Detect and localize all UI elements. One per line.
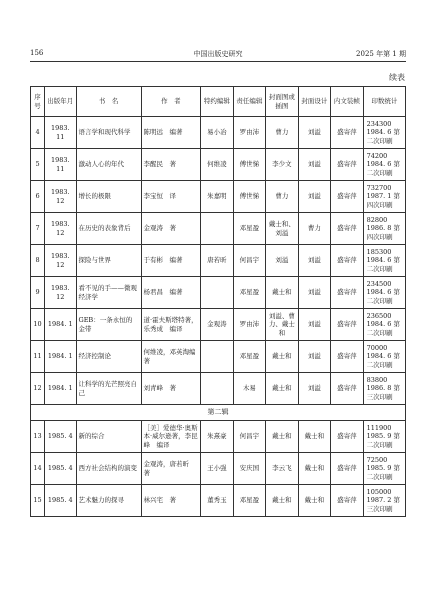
cell-special-editor: 何维凌	[201, 149, 234, 181]
cell-cover-illustration: 李云飞	[266, 453, 299, 485]
cell-print-run: 74200 1984. 6 第二次印刷	[363, 149, 405, 181]
cell-special-editor: 王小强	[201, 453, 234, 485]
cell-no: 11	[31, 341, 45, 373]
page-number: 156	[30, 49, 44, 57]
cell-layout: 盛寄萍	[331, 341, 364, 373]
cell-cover-design: 戴士和	[298, 453, 331, 485]
cell-cover-illustration: 刘溢、曹力、戴士和	[266, 309, 299, 341]
cell-responsible-editor: 傅世悌	[233, 181, 266, 213]
table-row	[31, 485, 406, 517]
cell-title: 激动人心的年代	[76, 149, 141, 181]
column-header: 内文装帧	[331, 87, 364, 117]
cell-title: 新的综合	[76, 421, 141, 453]
cell-layout: 盛寄萍	[331, 453, 364, 485]
cell-cover-design: 戴士和	[298, 421, 331, 453]
cell-cover-design: 刘溢	[298, 149, 331, 181]
cell-no: 6	[31, 181, 45, 213]
cell-responsible-editor: 何昌宇	[233, 421, 266, 453]
column-header: 出版年月	[45, 87, 76, 117]
table-row	[31, 421, 406, 453]
cell-author: 陈明远 编著	[141, 117, 201, 149]
page-header	[30, 47, 406, 61]
table-row	[31, 181, 406, 213]
cell-special-editor	[201, 277, 234, 309]
cell-cover-illustration: 曹力	[266, 117, 299, 149]
cell-layout: 盛寄萍	[331, 421, 364, 453]
cell-date: 1983. 11	[45, 117, 76, 149]
cell-cover-design: 曹力	[298, 213, 331, 245]
cell-date: 1983. 12	[45, 213, 76, 245]
cell-date: 1983. 12	[45, 277, 76, 309]
cell-cover-illustration: 戴士和	[266, 341, 299, 373]
continued-label: 续表	[389, 73, 405, 82]
cell-no: 12	[31, 373, 45, 405]
cell-title: GEB：一条永恒的金带	[76, 309, 141, 341]
cell-date: 1984. 1	[45, 309, 76, 341]
cell-date: 1985. 4	[45, 485, 76, 517]
cell-layout: 盛寄萍	[331, 181, 364, 213]
cell-responsible-editor: 邓星盈	[233, 213, 266, 245]
cell-no: 10	[31, 309, 45, 341]
cell-special-editor	[201, 341, 234, 373]
cell-title: 看不见的手——微观经济学	[76, 277, 141, 309]
cell-author: 金观涛，唐若昕 著	[141, 453, 201, 485]
issue-label: 2025 年第 1 期	[356, 50, 406, 58]
cell-special-editor: 董秀玉	[201, 485, 234, 517]
table-row	[31, 277, 406, 309]
cell-no: 14	[31, 453, 45, 485]
cell-cover-illustration: 戴士和	[266, 277, 299, 309]
cell-layout: 盛寄萍	[331, 213, 364, 245]
column-header: 特约编辑	[201, 87, 234, 117]
cell-responsible-editor: 邓星盈	[233, 277, 266, 309]
cell-date: 1983. 12	[45, 245, 76, 277]
table-row	[31, 453, 406, 485]
journal-title: 中国出版史研究	[193, 50, 243, 58]
cell-date: 1985. 4	[45, 421, 76, 453]
cell-date: 1985. 4	[45, 453, 76, 485]
cell-no: 15	[31, 485, 45, 517]
cell-cover-illustration: 李少文	[266, 149, 299, 181]
cell-print-run: 111900 1985. 9 第二次印刷	[363, 421, 405, 453]
cell-responsible-editor: 邓星盈	[233, 485, 266, 517]
cell-title: 语言学和现代科学	[76, 117, 141, 149]
cell-author: 何维凌，邓英淘编著	[141, 341, 201, 373]
section-row	[31, 405, 406, 421]
cell-cover-design: 戴士和	[298, 485, 331, 517]
cell-print-run: 70000 1984. 6 第二次印刷	[363, 341, 405, 373]
column-header: 作 者	[141, 87, 201, 117]
cell-print-run: 72500 1985. 9 第二次印刷	[363, 453, 405, 485]
cell-cover-design: 刘溢	[298, 341, 331, 373]
cell-layout: 盛寄萍	[331, 485, 364, 517]
table-row	[31, 149, 406, 181]
cell-special-editor: 朱熹豪	[201, 421, 234, 453]
cell-responsible-editor: 何昌宇	[233, 245, 266, 277]
cell-no: 9	[31, 277, 45, 309]
column-header: 责任编辑	[233, 87, 266, 117]
cell-title: 增长的极限	[76, 181, 141, 213]
cell-print-run: 234300 1984. 6 第二次印刷	[363, 117, 405, 149]
cell-no: 13	[31, 421, 45, 453]
column-header: 封面设计	[298, 87, 331, 117]
cell-special-editor: 金观涛	[201, 309, 234, 341]
cell-responsible-editor: 安庆国	[233, 453, 266, 485]
cell-layout: 盛寄萍	[331, 277, 364, 309]
cell-title: 艺术魅力的探寻	[76, 485, 141, 517]
cell-print-run: 236500 1984. 6 第二次印刷	[363, 309, 405, 341]
book-table	[30, 86, 406, 517]
cell-layout: 盛寄萍	[331, 309, 364, 341]
cell-author: 李宝恒 译	[141, 181, 201, 213]
cell-no: 4	[31, 117, 45, 149]
column-header: 序号	[31, 87, 45, 117]
table-row	[31, 373, 406, 405]
cell-author: 林兴宅 著	[141, 485, 201, 517]
table-header-row	[31, 87, 406, 117]
cell-date: 1984. 1	[45, 341, 76, 373]
cell-cover-design: 刘溢	[298, 277, 331, 309]
cell-special-editor: 易小冶	[201, 117, 234, 149]
cell-cover-illustration: 戴士和	[266, 373, 299, 405]
cell-no: 8	[31, 245, 45, 277]
cell-responsible-editor: 傅世悌	[233, 149, 266, 181]
cell-date: 1983. 11	[45, 149, 76, 181]
cell-responsible-editor: 邓星盈	[233, 341, 266, 373]
cell-no: 7	[31, 213, 45, 245]
table-row	[31, 341, 406, 373]
cell-author: 杨君昌 编著	[141, 277, 201, 309]
cell-print-run: 234500 1984. 6 第二次印刷	[363, 277, 405, 309]
column-header: 书 名	[76, 87, 141, 117]
cell-layout: 盛寄萍	[331, 149, 364, 181]
cell-special-editor: 唐若昕	[201, 245, 234, 277]
cell-author: 李醒民 著	[141, 149, 201, 181]
cell-title: 让科学的光芒照亮自己	[76, 373, 141, 405]
cell-responsible-editor: 罗由沛	[233, 117, 266, 149]
cell-cover-illustration: 曹力	[266, 181, 299, 213]
cell-responsible-editor: 罗由沛	[233, 309, 266, 341]
cell-print-run: 732700 1987. 1 第四次印刷	[363, 181, 405, 213]
cell-layout: 盛寄萍	[331, 245, 364, 277]
cell-author: 道·霍夫斯塔特著，乐秀成 编译	[141, 309, 201, 341]
header-rule	[30, 61, 406, 62]
cell-title: 在历史的表象背后	[76, 213, 141, 245]
cell-author: 金观涛 著	[141, 213, 201, 245]
table-row	[31, 245, 406, 277]
cell-title: 经济控制论	[76, 341, 141, 373]
cell-title: 探险与世界	[76, 245, 141, 277]
cell-date: 1984. 1	[45, 373, 76, 405]
cell-cover-design: 刘溢	[298, 245, 331, 277]
table-row	[31, 117, 406, 149]
cell-special-editor	[201, 373, 234, 405]
cell-author: ［美］爱德华·奥斯本·威尔逊著，李昆峰 编译	[141, 421, 201, 453]
table-row	[31, 309, 406, 341]
cell-special-editor: 朱嘉明	[201, 181, 234, 213]
cell-cover-illustration: 戴士和	[266, 421, 299, 453]
cell-cover-illustration: 戴士和	[266, 485, 299, 517]
cell-layout: 盛寄萍	[331, 373, 364, 405]
cell-date: 1983. 12	[45, 181, 76, 213]
cell-cover-design: 刘溢	[298, 373, 331, 405]
cell-author: 于有彬 编著	[141, 245, 201, 277]
section-title: 第二辑	[31, 405, 406, 421]
cell-print-run: 105000 1987. 2 第三次印刷	[363, 485, 405, 517]
cell-cover-design: 刘溢	[298, 181, 331, 213]
cell-print-run: 185300 1984. 6 第二次印刷	[363, 245, 405, 277]
cell-title: 西方社会结构的演变	[76, 453, 141, 485]
column-header: 封面图或插图	[266, 87, 299, 117]
column-header: 印数统计	[363, 87, 405, 117]
cell-print-run: 82800 1986. 8 第四次印刷	[363, 213, 405, 245]
cell-cover-illustration: 戴士和、刘溢	[266, 213, 299, 245]
cell-cover-design: 刘溢	[298, 117, 331, 149]
cell-print-run: 83800 1986. 8 第三次印刷	[363, 373, 405, 405]
table-body	[31, 117, 406, 517]
cell-no: 5	[31, 149, 45, 181]
cell-layout: 盛寄萍	[331, 117, 364, 149]
cell-responsible-editor: 木易	[233, 373, 266, 405]
table-row	[31, 213, 406, 245]
cell-special-editor	[201, 213, 234, 245]
cell-author: 刘青峰 著	[141, 373, 201, 405]
cell-cover-illustration: 刘溢	[266, 245, 299, 277]
cell-cover-design: 刘溢	[298, 309, 331, 341]
